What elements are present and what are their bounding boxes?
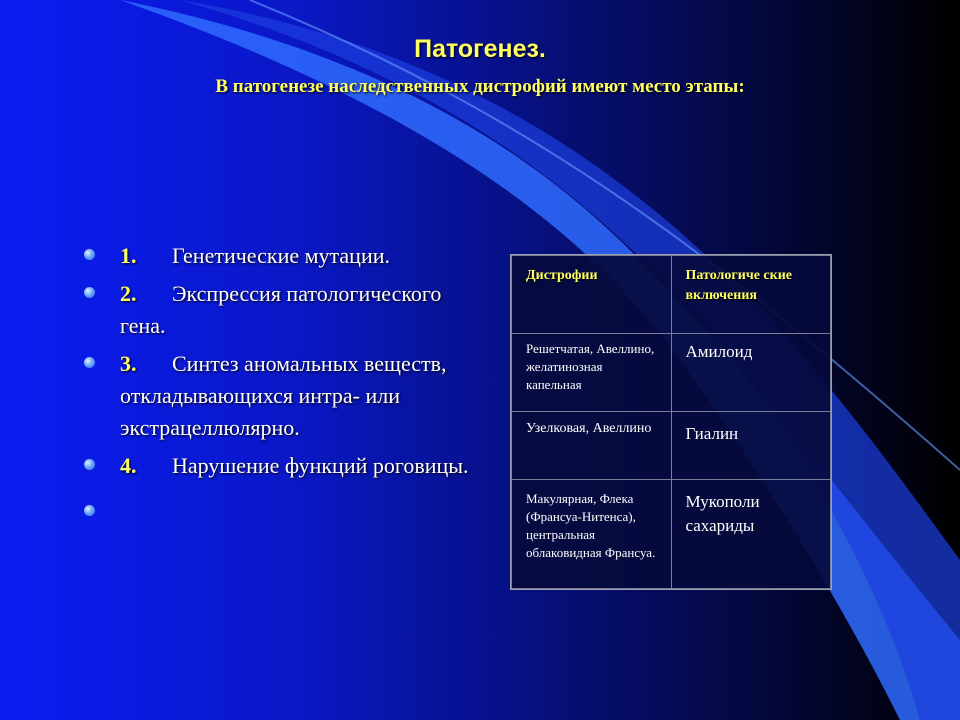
table-header-cell: Патологиче ские включения — [671, 256, 831, 334]
stage-list — [84, 240, 484, 534]
table-cell-inclusion: Амилоид — [671, 334, 831, 412]
bullet-icon — [84, 287, 95, 298]
table-header-row — [512, 256, 831, 334]
list-item — [84, 450, 484, 482]
page-title: Патогенез. — [414, 35, 546, 63]
list-item — [84, 496, 484, 528]
table-header-cell: Дистрофии — [512, 256, 672, 334]
bullet-icon — [84, 249, 95, 260]
table-cell-inclusion: Мукополи сахариды — [671, 480, 831, 589]
bullet-icon — [84, 357, 95, 368]
list-item-text: Нарушение функций роговицы. — [172, 453, 469, 478]
table-cell-dystrophy: Узелковая, Авеллино — [512, 412, 672, 480]
table-row — [512, 412, 831, 480]
list-item-text — [172, 499, 178, 524]
bullet-icon — [84, 459, 95, 470]
list-item — [84, 348, 484, 444]
list-item — [84, 240, 484, 272]
table-row — [512, 480, 831, 589]
table-row — [512, 334, 831, 412]
page-subtitle: В патогенезе наследственных дистрофий имеют место этапы: — [215, 76, 745, 97]
list-item-number: 1. — [120, 243, 137, 268]
bullet-icon — [84, 505, 95, 516]
list-item-number: 4. — [120, 453, 137, 478]
table — [511, 255, 831, 589]
list-item-number: 3. — [120, 351, 137, 376]
dystrophy-table — [510, 254, 832, 590]
table-cell-dystrophy: Макулярная, Флека (Франсуа-Нитенса), центральная облаковидная Франсуа. — [512, 480, 672, 589]
list-item-text: Экспрессия патологического гена. — [120, 281, 442, 338]
list-item-text: Синтез аномальных веществ, откладывающихся интра- или экстрацеллюлярно. — [120, 351, 447, 440]
list-item-number: 2. — [120, 281, 137, 306]
table-cell-inclusion: Гиалин — [671, 412, 831, 480]
list-item — [84, 278, 484, 342]
list-item-text: Генетические мутации. — [172, 243, 390, 268]
table-cell-dystrophy: Решетчатая, Авеллино, желатинозная капельная — [512, 334, 672, 412]
